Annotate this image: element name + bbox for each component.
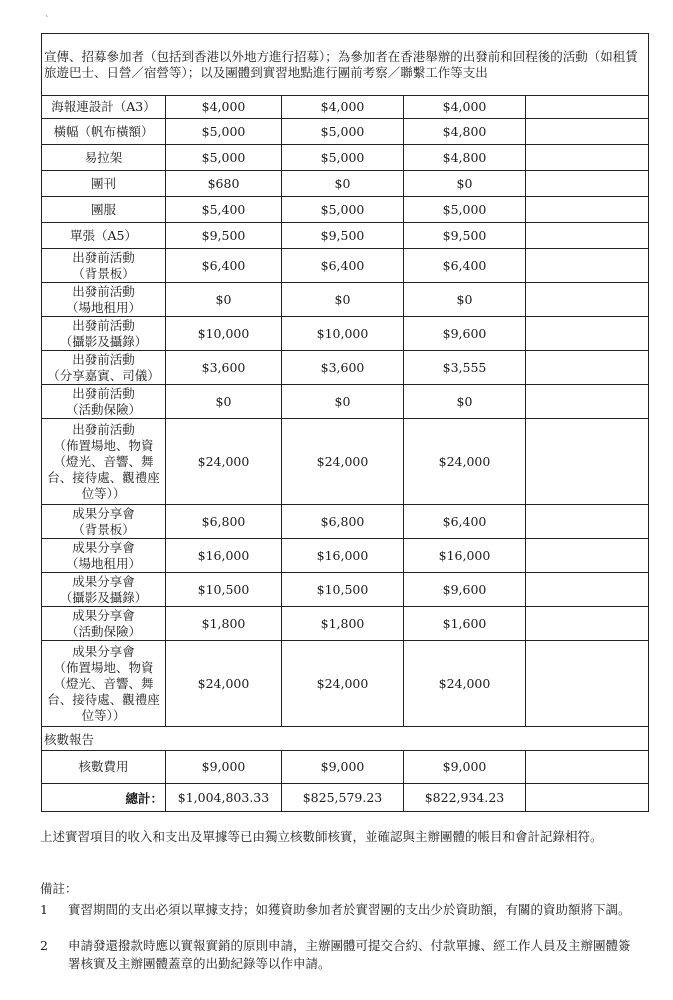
- expense-row: [42, 505, 649, 539]
- item-name: [42, 419, 166, 505]
- item-name-line: （場地租用）: [65, 555, 141, 571]
- item-name: [42, 223, 166, 249]
- item-name-line: （燈光、音響、舞: [53, 675, 154, 691]
- total-col-3: $822,934.23: [404, 784, 526, 812]
- remarks-cell: [526, 223, 649, 249]
- amount-col-1: $5,400: [166, 197, 282, 223]
- item-name-line: （佈置場地、物資: [53, 659, 154, 675]
- expense-row: [42, 573, 649, 607]
- item-name: [42, 641, 166, 727]
- amount-col-2: $24,000: [282, 419, 404, 505]
- item-name: [42, 283, 166, 317]
- amount-col-2: $10,500: [282, 573, 404, 607]
- expense-table: [41, 33, 649, 812]
- amount-col-2: $0: [282, 283, 404, 317]
- note-text: 申請發還撥款時應以實報實銷的原則申請，主辦團體可提交合約、付款單據、經工作人員及主辦團體簽署核實及主辦團體蓋章的出勤紀錄等以作申請。: [68, 938, 631, 971]
- amount-col-1: $10,500: [166, 573, 282, 607]
- remarks-cell: [526, 317, 649, 351]
- audit-statement: 上述實習項目的收入和支出及單據等已由獨立核數師核實，並確認與主辦團體的帳目和會計記錄相符。: [40, 829, 603, 844]
- item-name-line: 台、接待處、觀禮座: [47, 691, 160, 707]
- amount-col-1: $0: [166, 385, 282, 419]
- item-name: [42, 249, 166, 283]
- item-name-line: 成果分享會: [72, 643, 135, 659]
- item-name-line: 團刊: [90, 175, 116, 191]
- amount-col-2: $24,000: [282, 641, 404, 727]
- amount-col-3: $3,555: [404, 351, 526, 385]
- item-name-line: 出發前活動: [72, 249, 135, 265]
- item-name-line: 團服: [90, 201, 116, 217]
- item-name: [42, 119, 166, 145]
- amount-col-3: $4,800: [404, 119, 526, 145]
- expense-row: [42, 96, 649, 119]
- expense-row: [42, 223, 649, 249]
- item-name-line: 出發前活動: [72, 351, 135, 367]
- audit-fee-label: 核數費用: [42, 751, 166, 784]
- item-name-line: （活動保險）: [65, 623, 141, 639]
- item-name: [42, 317, 166, 351]
- remarks-cell: [526, 419, 649, 505]
- remarks-cell: [526, 573, 649, 607]
- item-name-line: 海報連設計（A3）: [51, 99, 156, 114]
- remarks-cell: [526, 751, 649, 784]
- item-name-line: 成果分享會: [72, 505, 135, 521]
- item-name-line: 位等））: [81, 485, 126, 501]
- note-text: 實習期間的支出必須以單據支持；如獲資助參加者於實習團的支出少於資助額，有關的資助額將下調。: [68, 902, 631, 917]
- intro-text: 宣傳、招募參加者（包括到香港以外地方進行招募）；為參加者在香港舉辦的出發前和回程後的活動（如租賃旅遊巴士、日營／宿營等）；以及團體到實習地點進行團前考察／聯繫工作等支出: [42, 34, 649, 96]
- item-name: [42, 505, 166, 539]
- item-name: [42, 539, 166, 573]
- amount-col-1: $6,800: [166, 505, 282, 539]
- amount-col-2: $4,000: [282, 96, 404, 119]
- amount-col-2: $5,000: [282, 197, 404, 223]
- amount-col-2: $9,500: [282, 223, 404, 249]
- item-name-line: （分享嘉賓、司儀）: [47, 367, 160, 383]
- expense-row: [42, 249, 649, 283]
- amount-col-3: $5,000: [404, 197, 526, 223]
- amount-col-3: $16,000: [404, 539, 526, 573]
- item-name: [42, 385, 166, 419]
- remarks-cell: [526, 145, 649, 171]
- item-name: [42, 607, 166, 641]
- expense-row: [42, 351, 649, 385]
- amount-col-2: $1,800: [282, 607, 404, 641]
- amount-col-2: $5,000: [282, 119, 404, 145]
- amount-col-3: $6,400: [404, 505, 526, 539]
- audit-fee-row: [42, 751, 649, 784]
- amount-col-2: $10,000: [282, 317, 404, 351]
- amount-col-3: $4,800: [404, 145, 526, 171]
- item-name-line: 成果分享會: [72, 573, 135, 589]
- note-number: 2: [40, 938, 48, 953]
- amount-col-1: $16,000: [166, 539, 282, 573]
- expense-row: [42, 539, 649, 573]
- item-name: [42, 351, 166, 385]
- expense-row: [42, 385, 649, 419]
- amount-col-1: $4,000: [166, 96, 282, 119]
- expense-row: [42, 283, 649, 317]
- item-name-line: 出發前活動: [72, 421, 135, 437]
- amount-col-1: $9,500: [166, 223, 282, 249]
- amount-col-3: $1,600: [404, 607, 526, 641]
- amount-col-1: $5,000: [166, 119, 282, 145]
- item-name-line: （場地租用）: [65, 299, 141, 315]
- remarks-cell: [526, 283, 649, 317]
- item-name-line: （燈光、音響、舞: [53, 453, 154, 469]
- amount-col-2: $6,400: [282, 249, 404, 283]
- amount-col-2: $3,600: [282, 351, 404, 385]
- audit-section-row: [42, 727, 649, 751]
- total-row: [42, 784, 649, 812]
- amount-col-1: $5,000: [166, 145, 282, 171]
- amount-col-3: $4,000: [404, 96, 526, 119]
- remarks-cell: [526, 197, 649, 223]
- amount-col-1: $10,000: [166, 317, 282, 351]
- remarks-cell: [526, 607, 649, 641]
- item-name-line: 成果分享會: [72, 607, 135, 623]
- amount-col-3: $6,400: [404, 249, 526, 283]
- amount-col-1: $3,600: [166, 351, 282, 385]
- item-name-line: （活動保險）: [65, 401, 141, 417]
- scan-mark: `: [45, 16, 50, 26]
- amount-col-3: $0: [404, 171, 526, 197]
- item-name-line: （攝影及攝錄）: [59, 333, 148, 349]
- item-name-line: 台、接待處、觀禮座: [47, 469, 160, 485]
- amount-col-3: $9,000: [404, 751, 526, 784]
- amount-col-2: $6,800: [282, 505, 404, 539]
- total-col-2: $825,579.23: [282, 784, 404, 812]
- item-name-line: （佈置場地、物資: [53, 437, 154, 453]
- remarks-title: 備註：: [40, 881, 78, 896]
- item-name: [42, 171, 166, 197]
- amount-col-2: $0: [282, 385, 404, 419]
- item-name: [42, 96, 166, 119]
- item-name-line: （攝影及攝錄）: [59, 589, 148, 605]
- amount-col-3: $24,000: [404, 641, 526, 727]
- item-name: [42, 197, 166, 223]
- expense-row: [42, 197, 649, 223]
- amount-col-1: $0: [166, 283, 282, 317]
- expense-row: [42, 607, 649, 641]
- item-name-line: 出發前活動: [72, 283, 135, 299]
- audit-section-label: 核數報告: [42, 727, 649, 751]
- item-name-line: 橫幅（帆布橫額）: [53, 123, 154, 139]
- intro-row: [42, 34, 649, 96]
- amount-col-3: $0: [404, 385, 526, 419]
- amount-col-3: $24,000: [404, 419, 526, 505]
- remarks-cell: [526, 351, 649, 385]
- expense-row: [42, 145, 649, 171]
- total-label: 總計：: [42, 784, 166, 812]
- item-name-line: （背景板）: [72, 265, 135, 281]
- remarks-cell: [526, 249, 649, 283]
- item-name-line: 出發前活動: [72, 385, 135, 401]
- amount-col-1: $24,000: [166, 641, 282, 727]
- amount-col-3: $9,600: [404, 317, 526, 351]
- remarks-cell: [526, 641, 649, 727]
- amount-col-1: $24,000: [166, 419, 282, 505]
- expense-row: [42, 119, 649, 145]
- amount-col-3: $9,500: [404, 223, 526, 249]
- amount-col-1: $6,400: [166, 249, 282, 283]
- total-col-1: $1,004,803.33: [166, 784, 282, 812]
- expense-row: [42, 641, 649, 727]
- item-name: [42, 145, 166, 171]
- item-name-line: 單張（A5）: [70, 227, 137, 243]
- remarks-cell: [526, 171, 649, 197]
- remarks-cell: [526, 385, 649, 419]
- remarks-cell: [526, 784, 649, 812]
- amount-col-2: $0: [282, 171, 404, 197]
- remarks-cell: [526, 96, 649, 119]
- item-name: [42, 573, 166, 607]
- remarks-cell: [526, 505, 649, 539]
- item-name-line: 位等））: [81, 707, 126, 723]
- amount-col-3: $0: [404, 283, 526, 317]
- amount-col-2: $9,000: [282, 751, 404, 784]
- amount-col-2: $16,000: [282, 539, 404, 573]
- expense-row: [42, 171, 649, 197]
- remarks-cell: [526, 119, 649, 145]
- item-name-line: 出發前活動: [72, 317, 135, 333]
- remarks-cell: [526, 539, 649, 573]
- note-number: 1: [40, 902, 48, 917]
- expense-row: [42, 317, 649, 351]
- amount-col-1: $680: [166, 171, 282, 197]
- item-name-line: 易拉架: [84, 149, 123, 165]
- item-name-line: 成果分享會: [72, 539, 135, 555]
- amount-col-1: $1,800: [166, 607, 282, 641]
- amount-col-3: $9,600: [404, 573, 526, 607]
- amount-col-2: $5,000: [282, 145, 404, 171]
- expense-row: [42, 419, 649, 505]
- item-name-line: （背景板）: [72, 521, 135, 537]
- amount-col-1: $9,000: [166, 751, 282, 784]
